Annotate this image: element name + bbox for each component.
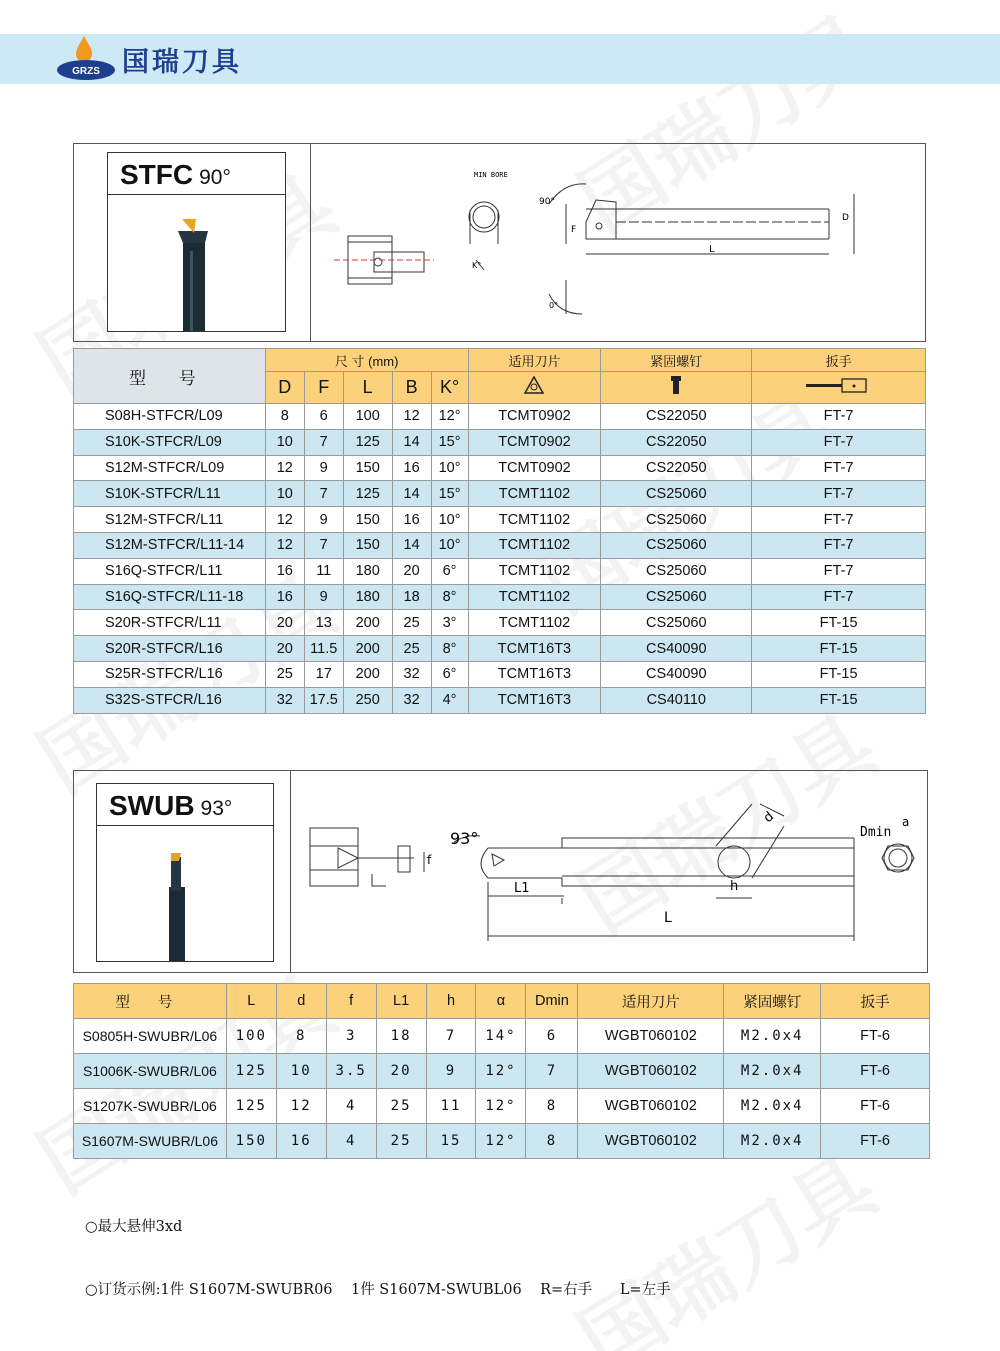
table-cell: 8° bbox=[431, 584, 468, 610]
model-cell: S1006K-SWUBR/L06 bbox=[74, 1054, 227, 1089]
drawing-label-93: 93° bbox=[450, 829, 479, 848]
table-cell: 8 bbox=[526, 1089, 578, 1124]
header-dim-d: D bbox=[265, 372, 304, 404]
drawing-label-f: f bbox=[427, 853, 432, 867]
table-cell: 25 bbox=[376, 1089, 426, 1124]
table-header-cell: L bbox=[226, 984, 276, 1019]
model-cell: S1207K-SWUBR/L06 bbox=[74, 1089, 227, 1124]
table-cell: 17 bbox=[304, 661, 343, 687]
table-cell: CS25060 bbox=[601, 610, 752, 636]
table-cell: 200 bbox=[343, 661, 392, 687]
table-cell: 20 bbox=[392, 558, 431, 584]
table-header-cell: 扳手 bbox=[821, 984, 930, 1019]
table-cell: 4° bbox=[431, 687, 468, 713]
model-cell: S12M-STFCR/L09 bbox=[74, 455, 266, 481]
table-cell: 25 bbox=[392, 636, 431, 662]
header-insert: 适用刀片 bbox=[468, 349, 601, 372]
table-cell: FT-7 bbox=[752, 584, 926, 610]
table-cell: TCMT1102 bbox=[468, 532, 601, 558]
header-wrench: 扳手 bbox=[752, 349, 926, 372]
table-cell: TCMT1102 bbox=[468, 558, 601, 584]
brand-name: 国瑞刀具 bbox=[122, 46, 242, 78]
drawing-label-l: L bbox=[664, 910, 672, 926]
table-cell: 11 bbox=[304, 558, 343, 584]
table-cell: 15 bbox=[426, 1124, 476, 1159]
stfc-title bbox=[108, 153, 285, 195]
model-cell: S12M-STFCR/L11 bbox=[74, 507, 266, 533]
table-cell: CS25060 bbox=[601, 532, 752, 558]
table-cell: FT-15 bbox=[752, 610, 926, 636]
table-cell: 32 bbox=[265, 687, 304, 713]
table-cell: 8 bbox=[265, 404, 304, 430]
table-cell: 7 bbox=[304, 481, 343, 507]
table-cell: 20 bbox=[376, 1054, 426, 1089]
model-cell: S0805H-SWUBR/L06 bbox=[74, 1019, 227, 1054]
drawing-label-f: F bbox=[571, 225, 577, 235]
note-order-example: ○订货示例:1件 S1607M-SWUBR06 1件 S1607M-SWUBL06 R=右手 L=左手 bbox=[85, 1282, 671, 1298]
table-cell: 125 bbox=[343, 429, 392, 455]
table-cell: 20 bbox=[265, 610, 304, 636]
drawing-label-d: d bbox=[760, 809, 777, 826]
drawing-label-a: a bbox=[902, 815, 910, 829]
swub-thumbnail bbox=[96, 783, 274, 962]
table-cell: 125 bbox=[226, 1089, 276, 1124]
table-cell: WGBT060102 bbox=[578, 1124, 724, 1159]
table-cell: 17.5 bbox=[304, 687, 343, 713]
table-cell: 14 bbox=[392, 532, 431, 558]
table-row bbox=[74, 1089, 930, 1124]
table-cell: TCMT1102 bbox=[468, 507, 601, 533]
table-cell: 12 bbox=[265, 455, 304, 481]
table-cell: 12° bbox=[476, 1054, 526, 1089]
drawing-label-dmin: Dmin bbox=[860, 825, 892, 840]
table-cell: FT-6 bbox=[821, 1089, 930, 1124]
table-cell: 12 bbox=[276, 1089, 326, 1124]
table-cell: 8° bbox=[431, 636, 468, 662]
table-header-cell: Dmin bbox=[526, 984, 578, 1019]
table-cell: TCMT1102 bbox=[468, 481, 601, 507]
table-cell: 10° bbox=[431, 507, 468, 533]
table-cell: 125 bbox=[226, 1054, 276, 1089]
drawing-label-minbore: MIN BORE bbox=[474, 171, 508, 179]
table-row bbox=[74, 636, 926, 662]
table-cell: 13 bbox=[304, 610, 343, 636]
table-cell: 6 bbox=[304, 404, 343, 430]
swub-spec-table bbox=[73, 983, 930, 1159]
table-row bbox=[74, 404, 926, 430]
logo-text: GRZS bbox=[72, 66, 100, 77]
table-row bbox=[74, 507, 926, 533]
table-cell: CS40090 bbox=[601, 636, 752, 662]
table-cell: FT-7 bbox=[752, 507, 926, 533]
table-cell: 150 bbox=[343, 507, 392, 533]
stfc-angle: 90° bbox=[199, 166, 231, 189]
drawing-label-angle: 90° bbox=[539, 197, 555, 207]
table-header-cell: 适用刀片 bbox=[578, 984, 724, 1019]
table-cell: 32 bbox=[392, 661, 431, 687]
table-cell: 100 bbox=[343, 404, 392, 430]
header-dim-f: F bbox=[304, 372, 343, 404]
swub-name: SWUB bbox=[109, 790, 195, 821]
table-cell: WGBT060102 bbox=[578, 1054, 724, 1089]
header-dim-l: L bbox=[343, 372, 392, 404]
table-cell: 250 bbox=[343, 687, 392, 713]
table-cell: TCMT1102 bbox=[468, 584, 601, 610]
table-cell: FT-6 bbox=[821, 1124, 930, 1159]
table-cell: M2.0x4 bbox=[724, 1124, 821, 1159]
insert-icon bbox=[468, 372, 601, 404]
table-cell: 10 bbox=[265, 481, 304, 507]
page-header bbox=[0, 34, 1000, 84]
table-row bbox=[74, 610, 926, 636]
table-header-cell: d bbox=[276, 984, 326, 1019]
header-model: 型 号 bbox=[74, 349, 266, 404]
table-cell: 200 bbox=[343, 636, 392, 662]
table-cell: 3° bbox=[431, 610, 468, 636]
table-cell: TCMT0902 bbox=[468, 404, 601, 430]
table-row bbox=[74, 429, 926, 455]
table-row bbox=[74, 661, 926, 687]
model-cell: S10K-STFCR/L09 bbox=[74, 429, 266, 455]
table-row bbox=[74, 455, 926, 481]
stfc-technical-drawing bbox=[334, 164, 914, 334]
order-notes bbox=[85, 1175, 671, 1322]
table-cell: 12 bbox=[392, 404, 431, 430]
table-cell: 15° bbox=[431, 481, 468, 507]
header-dim-b: B bbox=[392, 372, 431, 404]
table-cell: 7 bbox=[426, 1019, 476, 1054]
table-cell: 14 bbox=[392, 429, 431, 455]
table-header-cell: f bbox=[326, 984, 376, 1019]
table-cell: 11 bbox=[426, 1089, 476, 1124]
table-cell: 180 bbox=[343, 558, 392, 584]
table-cell: 11.5 bbox=[304, 636, 343, 662]
stfc-drawing-panel bbox=[73, 143, 926, 342]
table-cell: 6° bbox=[431, 558, 468, 584]
table-cell: FT-7 bbox=[752, 481, 926, 507]
table-cell: 8 bbox=[526, 1124, 578, 1159]
table-cell: M2.0x4 bbox=[724, 1089, 821, 1124]
table-cell: 25 bbox=[376, 1124, 426, 1159]
table-cell: 180 bbox=[343, 584, 392, 610]
drawing-label-l: L bbox=[709, 244, 715, 255]
table-cell: 12° bbox=[476, 1124, 526, 1159]
model-cell: S10K-STFCR/L11 bbox=[74, 481, 266, 507]
table-header-cell: 型 号 bbox=[74, 984, 227, 1019]
table-cell: 12 bbox=[265, 507, 304, 533]
table-cell: TCMT16T3 bbox=[468, 687, 601, 713]
table-header-cell: L1 bbox=[376, 984, 426, 1019]
model-cell: S16Q-STFCR/L11-18 bbox=[74, 584, 266, 610]
table-cell: 16 bbox=[265, 584, 304, 610]
table-cell: 150 bbox=[226, 1124, 276, 1159]
drawing-label-k: K° bbox=[472, 261, 482, 270]
model-cell: S16Q-STFCR/L11 bbox=[74, 558, 266, 584]
company-logo bbox=[54, 34, 118, 84]
table-cell: 25 bbox=[392, 610, 431, 636]
table-row bbox=[74, 1124, 930, 1159]
table-cell: TCMT0902 bbox=[468, 429, 601, 455]
table-cell: 150 bbox=[343, 532, 392, 558]
stfc-thumbnail bbox=[107, 152, 286, 332]
table-cell: 9 bbox=[304, 507, 343, 533]
header-screw: 紧固螺钉 bbox=[601, 349, 752, 372]
table-cell: FT-7 bbox=[752, 429, 926, 455]
table-header-cell: h bbox=[426, 984, 476, 1019]
table-cell: 9 bbox=[426, 1054, 476, 1089]
table-cell: 7 bbox=[526, 1054, 578, 1089]
header-dim-k: K° bbox=[431, 372, 468, 404]
table-cell: 100 bbox=[226, 1019, 276, 1054]
table-cell: FT-6 bbox=[821, 1054, 930, 1089]
table-cell: 8 bbox=[276, 1019, 326, 1054]
table-cell: 10 bbox=[276, 1054, 326, 1089]
table-cell: CS25060 bbox=[601, 507, 752, 533]
table-cell: 4 bbox=[326, 1089, 376, 1124]
table-cell: 4 bbox=[326, 1124, 376, 1159]
table-cell: FT-15 bbox=[752, 687, 926, 713]
model-cell: S20R-STFCR/L11 bbox=[74, 610, 266, 636]
table-cell: TCMT16T3 bbox=[468, 661, 601, 687]
table-cell: 16 bbox=[392, 455, 431, 481]
table-row bbox=[74, 584, 926, 610]
table-cell: 16 bbox=[265, 558, 304, 584]
stfc-tool-photo bbox=[168, 211, 218, 331]
table-cell: 200 bbox=[343, 610, 392, 636]
table-cell: M2.0x4 bbox=[724, 1054, 821, 1089]
table-cell: TCMT0902 bbox=[468, 455, 601, 481]
table-cell: FT-7 bbox=[752, 558, 926, 584]
table-cell: 12 bbox=[265, 532, 304, 558]
panel-divider bbox=[310, 144, 311, 341]
table-cell: 15° bbox=[431, 429, 468, 455]
table-cell: WGBT060102 bbox=[578, 1089, 724, 1124]
stfc-name: STFC bbox=[120, 159, 194, 190]
table-cell: 6 bbox=[526, 1019, 578, 1054]
header-size: 尺 寸 (mm) bbox=[265, 349, 468, 372]
table-cell: 25 bbox=[265, 661, 304, 687]
table-cell: FT-7 bbox=[752, 455, 926, 481]
table-cell: 18 bbox=[376, 1019, 426, 1054]
table-cell: FT-6 bbox=[821, 1019, 930, 1054]
model-cell: S1607M-SWUBR/L06 bbox=[74, 1124, 227, 1159]
swub-technical-drawing bbox=[304, 786, 924, 966]
swub-drawing-panel bbox=[73, 770, 928, 973]
table-cell: CS22050 bbox=[601, 429, 752, 455]
model-cell: S32S-STFCR/L16 bbox=[74, 687, 266, 713]
table-cell: 7 bbox=[304, 429, 343, 455]
table-cell: 12° bbox=[431, 404, 468, 430]
table-cell: 18 bbox=[392, 584, 431, 610]
table-row bbox=[74, 558, 926, 584]
screw-icon bbox=[601, 372, 752, 404]
table-cell: FT-7 bbox=[752, 404, 926, 430]
table-cell: 10° bbox=[431, 455, 468, 481]
table-cell: 32 bbox=[392, 687, 431, 713]
model-cell: S12M-STFCR/L11-14 bbox=[74, 532, 266, 558]
table-cell: CS25060 bbox=[601, 481, 752, 507]
table-row bbox=[74, 1019, 930, 1054]
table-cell: 12° bbox=[476, 1089, 526, 1124]
table-cell: CS25060 bbox=[601, 558, 752, 584]
table-cell: 150 bbox=[343, 455, 392, 481]
table-cell: FT-15 bbox=[752, 636, 926, 662]
table-row bbox=[74, 1054, 930, 1089]
table-header-cell: α bbox=[476, 984, 526, 1019]
table-row bbox=[74, 532, 926, 558]
drawing-label-h: h bbox=[730, 879, 739, 894]
table-cell: 10 bbox=[265, 429, 304, 455]
stfc-spec-table bbox=[73, 348, 926, 714]
table-cell: 14 bbox=[392, 481, 431, 507]
model-cell: S20R-STFCR/L16 bbox=[74, 636, 266, 662]
panel-divider bbox=[290, 771, 291, 972]
table-row bbox=[74, 481, 926, 507]
table-cell: 20 bbox=[265, 636, 304, 662]
table-cell: FT-7 bbox=[752, 532, 926, 558]
table-cell: 9 bbox=[304, 584, 343, 610]
table-cell: 14° bbox=[476, 1019, 526, 1054]
swub-title bbox=[97, 784, 273, 826]
table-cell: CS22050 bbox=[601, 455, 752, 481]
table-cell: TCMT16T3 bbox=[468, 636, 601, 662]
table-cell: CS22050 bbox=[601, 404, 752, 430]
drawing-label-a: 0° bbox=[549, 301, 559, 310]
table-cell: CS40110 bbox=[601, 687, 752, 713]
table-cell: 7 bbox=[304, 532, 343, 558]
model-cell: S08H-STFCR/L09 bbox=[74, 404, 266, 430]
table-cell: 3.5 bbox=[326, 1054, 376, 1089]
table-cell: FT-15 bbox=[752, 661, 926, 687]
table-cell: 3 bbox=[326, 1019, 376, 1054]
table-row bbox=[74, 687, 926, 713]
table-cell: 6° bbox=[431, 661, 468, 687]
wrench-icon bbox=[752, 372, 926, 404]
table-cell: 16 bbox=[276, 1124, 326, 1159]
model-cell: S25R-STFCR/L16 bbox=[74, 661, 266, 687]
table-header-cell: 紧固螺钉 bbox=[724, 984, 821, 1019]
swub-angle: 93° bbox=[200, 797, 233, 820]
table-cell: 16 bbox=[392, 507, 431, 533]
table-cell: 9 bbox=[304, 455, 343, 481]
table-cell: TCMT1102 bbox=[468, 610, 601, 636]
table-cell: CS25060 bbox=[601, 584, 752, 610]
drawing-label-l1: L1 bbox=[514, 881, 530, 896]
table-cell: M2.0x4 bbox=[724, 1019, 821, 1054]
table-cell: 125 bbox=[343, 481, 392, 507]
table-cell: 10° bbox=[431, 532, 468, 558]
table-cell: WGBT060102 bbox=[578, 1019, 724, 1054]
note-max-overhang: ○最大悬伸3xd bbox=[85, 1219, 183, 1235]
swub-tool-photo bbox=[157, 849, 197, 961]
drawing-label-d: D bbox=[842, 213, 849, 223]
table-cell: CS40090 bbox=[601, 661, 752, 687]
